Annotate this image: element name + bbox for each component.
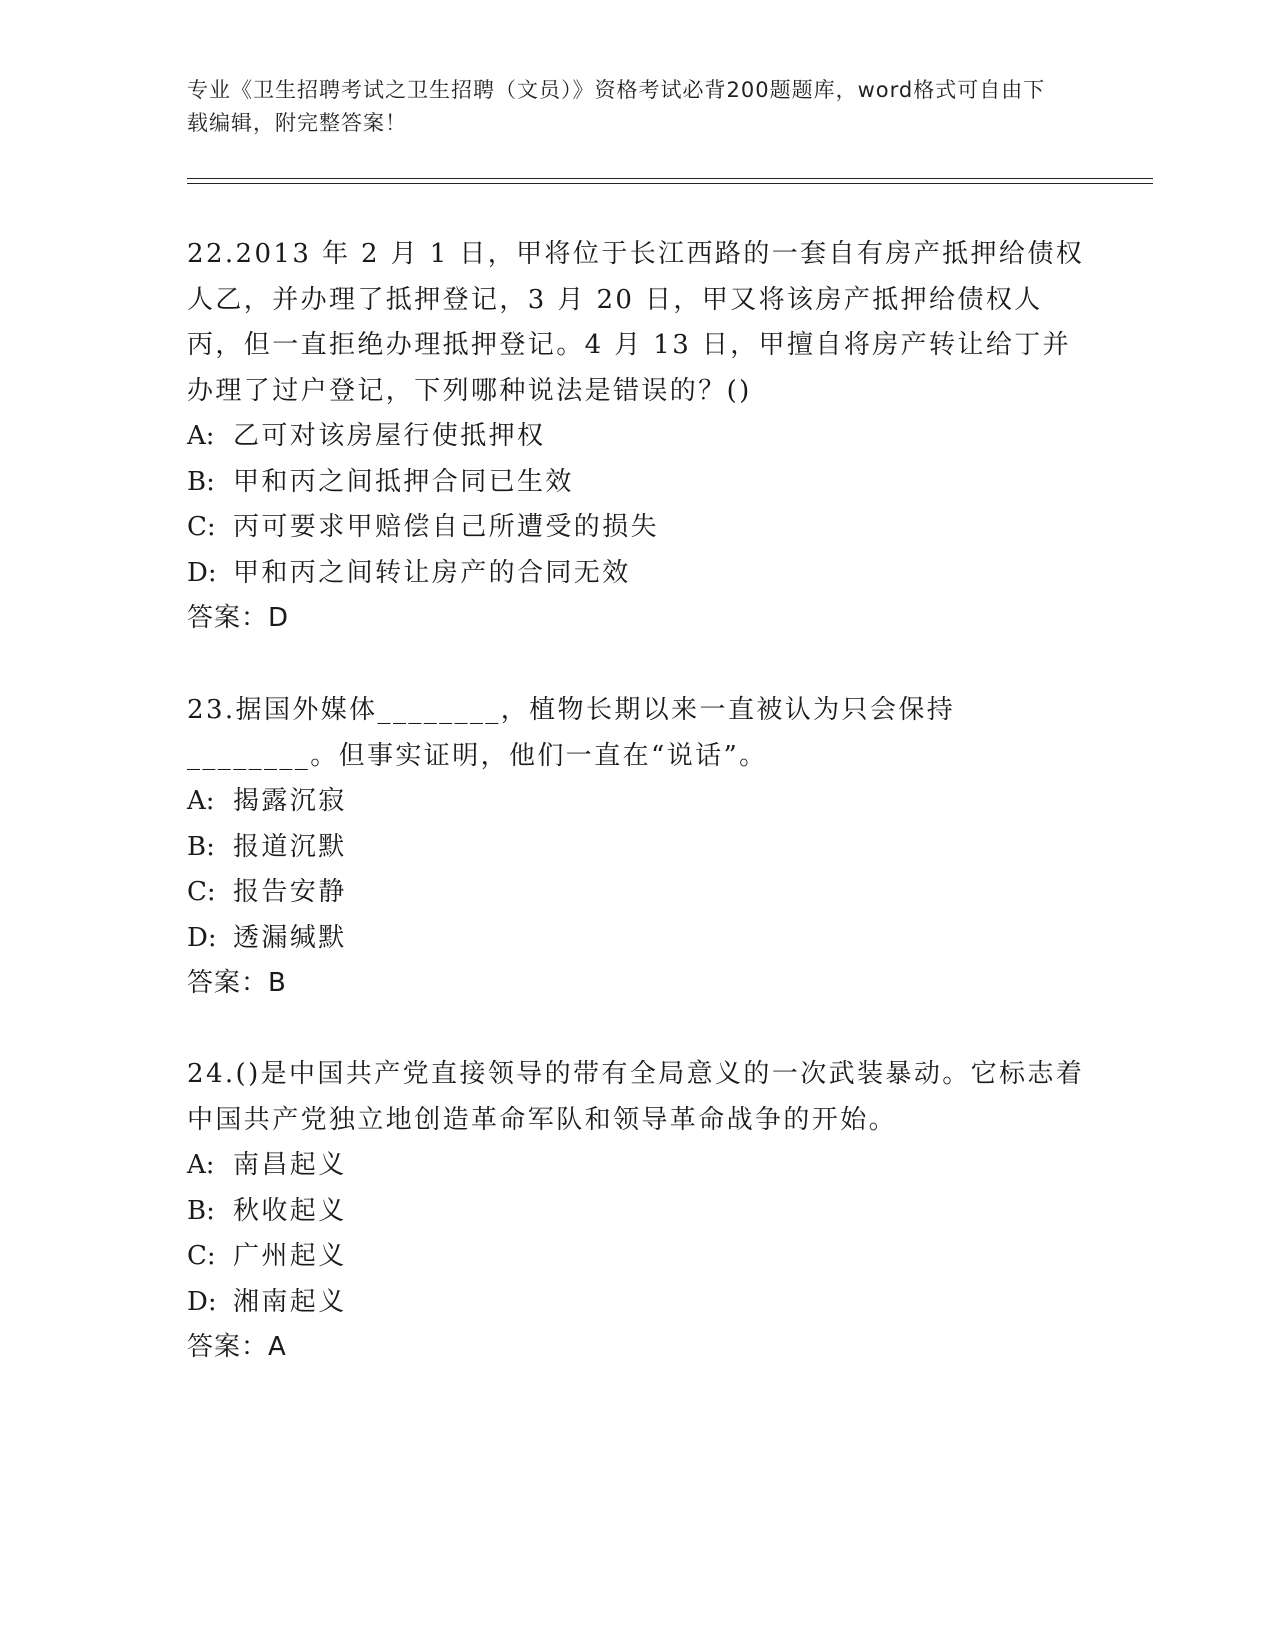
option-c xyxy=(187,1234,1087,1280)
option-letter: D: xyxy=(187,1286,217,1317)
option-text: 广州起义 xyxy=(233,1241,347,1271)
option-text: 甲和丙之间转让房产的合同无效 xyxy=(233,557,631,588)
option-text: 湘南起义 xyxy=(233,1286,347,1317)
answer-line: 答案：D xyxy=(187,603,290,633)
question-23 xyxy=(187,688,1087,1007)
option-letter: C: xyxy=(187,1241,216,1271)
option-text: 甲和丙之间抵押合同已生效 xyxy=(233,466,574,497)
option-c xyxy=(187,505,1087,551)
option-c xyxy=(187,870,1087,916)
question-stem: 22.2013 年 2 月 1 日，甲将位于长江西路的一套自有房产抵押给债权人乙，并办理了抵押登记，3 月 20 日，甲又将该房产抵押给债权人丙，但一直拒绝办理抵押登记。4 月 13 日，甲擅自将房产转让给丁并办理了过户登记，下列哪种说法是错误的？() xyxy=(187,239,1085,406)
option-letter: D: xyxy=(187,557,217,588)
option-letter: A: xyxy=(187,1150,215,1180)
option-letter: B: xyxy=(187,1195,215,1226)
question-22 xyxy=(187,232,1087,642)
option-text: 揭露沉寂 xyxy=(233,786,347,816)
option-d xyxy=(187,1280,1087,1326)
option-letter: B: xyxy=(187,466,215,497)
option-letter: C: xyxy=(187,877,216,907)
option-text: 透漏缄默 xyxy=(233,922,347,953)
header-double-rule xyxy=(187,178,1153,184)
option-letter: D: xyxy=(187,922,217,953)
option-b xyxy=(187,460,1087,506)
option-b xyxy=(187,825,1087,871)
option-letter: A: xyxy=(187,786,215,816)
option-a xyxy=(187,1143,1087,1189)
option-letter: B: xyxy=(187,831,215,862)
question-stem: 24.()是中国共产党直接领导的带有全局意义的一次武装暴动。它标志着中国共产党独立地创造革命军队和领导革命战争的开始。 xyxy=(187,1059,1085,1135)
option-a xyxy=(187,779,1087,825)
answer-line: 答案：B xyxy=(187,968,287,998)
question-stem: 23.据国外媒体________，植物长期以来一直被认为只会保持________。但事实证明，他们一直在“说话”。 xyxy=(187,695,956,771)
option-b xyxy=(187,1189,1087,1235)
option-a xyxy=(187,414,1087,460)
answer-line: 答案：A xyxy=(187,1332,287,1362)
option-text: 乙可对该房屋行使抵押权 xyxy=(233,421,546,451)
option-text: 报告安静 xyxy=(233,877,347,907)
option-text: 丙可要求甲赔偿自己所遭受的损失 xyxy=(233,512,660,542)
document-header xyxy=(187,74,1067,140)
document-title: 专业《卫生招聘考试之卫生招聘（文员）》资格考试必背200题题库，word格式可自由下载编辑，附完整答案！ xyxy=(187,78,1046,135)
option-text: 报道沉默 xyxy=(233,831,347,862)
option-d xyxy=(187,551,1087,597)
question-24 xyxy=(187,1052,1087,1371)
option-text: 南昌起义 xyxy=(233,1150,347,1180)
option-d xyxy=(187,916,1087,962)
option-text: 秋收起义 xyxy=(233,1195,347,1226)
option-letter: A: xyxy=(187,421,215,451)
option-letter: C: xyxy=(187,512,216,542)
